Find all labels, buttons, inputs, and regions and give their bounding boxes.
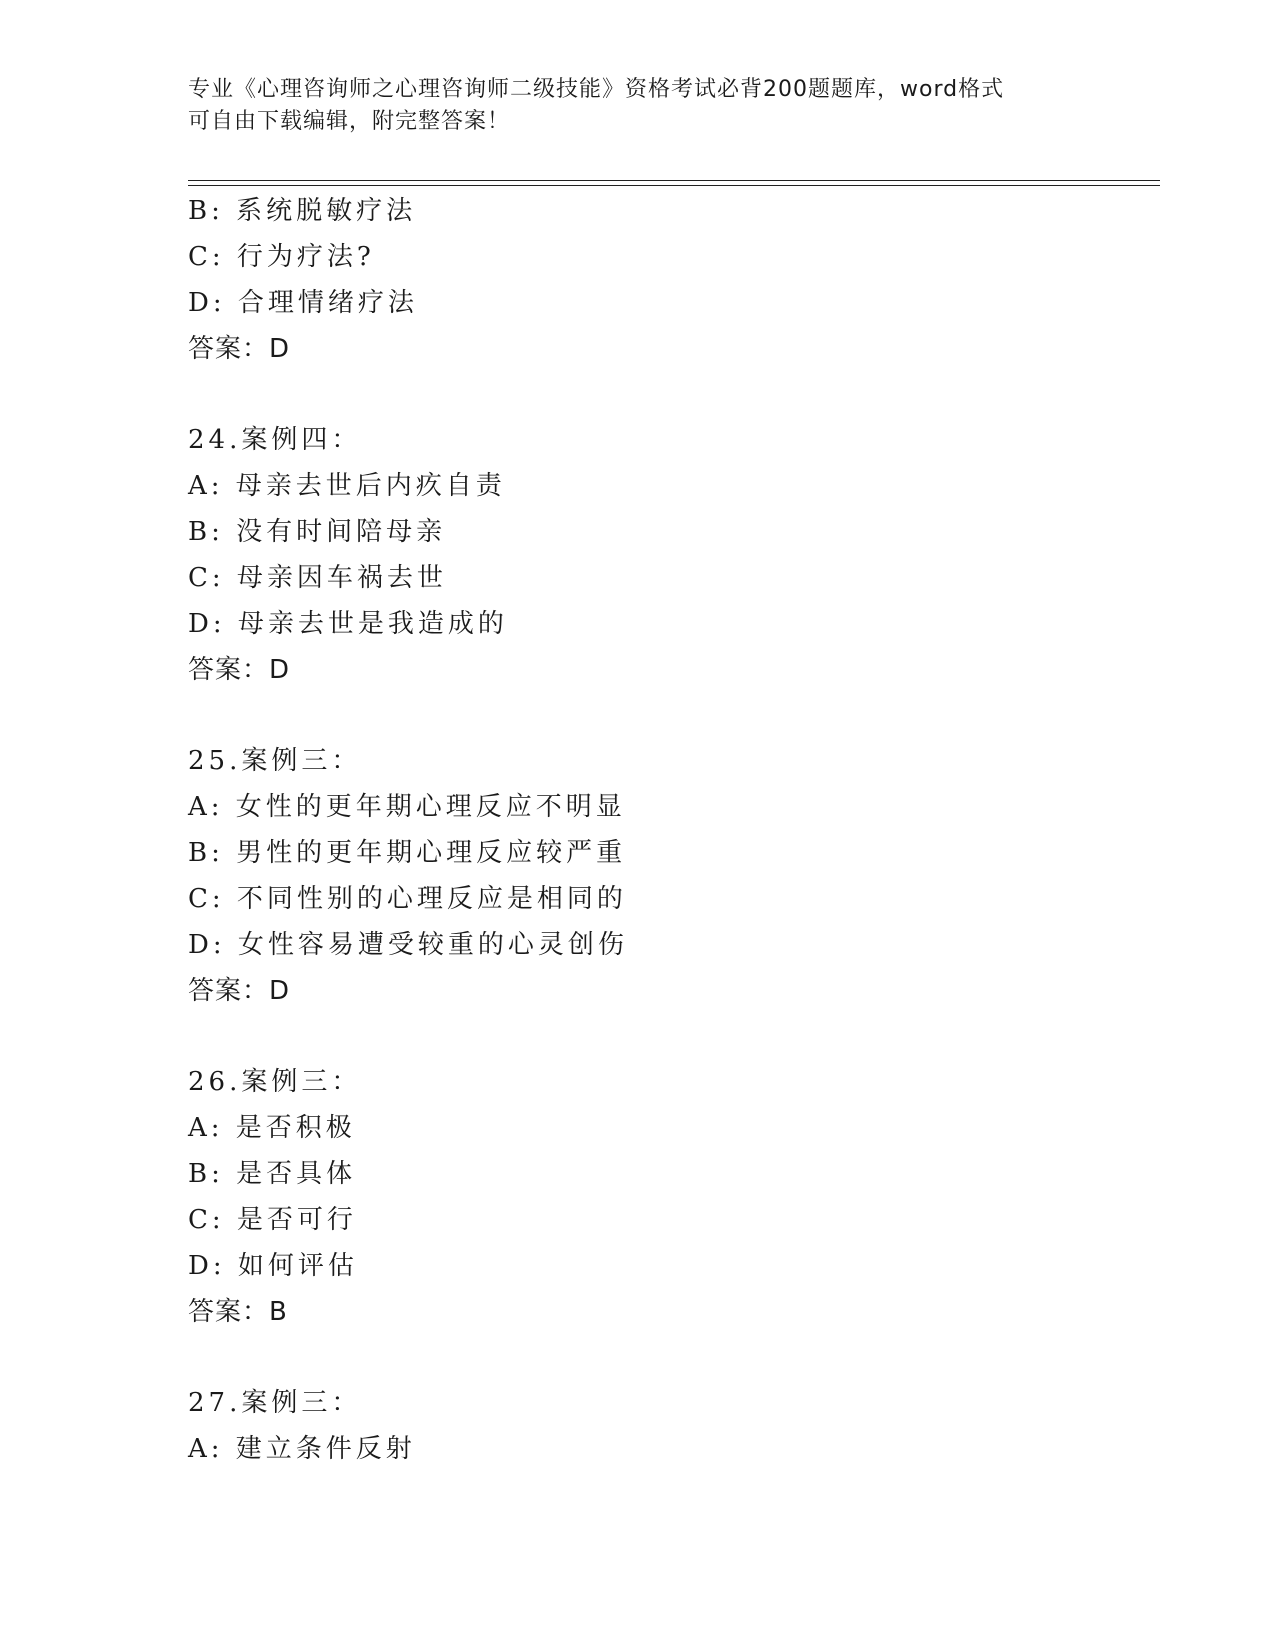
question-title: 27.案例三： (188, 1388, 362, 1418)
answer-line: 答案：B (188, 1297, 288, 1327)
option-a: A: 女性的更年期心理反应不明显 (188, 792, 626, 822)
option-a: A: 母亲去世后内疚自责 (188, 471, 506, 501)
option-d: D: 合理情绪疗法 (188, 288, 418, 318)
question-block (188, 417, 1088, 693)
question-title: 25.案例三： (188, 746, 362, 776)
option-b: B: 没有时间陪母亲 (188, 517, 447, 547)
header-divider-top (188, 180, 1160, 181)
question-block (188, 1380, 1088, 1472)
question-title: 24.案例四： (188, 425, 362, 455)
question-block (188, 1059, 1088, 1335)
option-a: A: 建立条件反射 (188, 1434, 416, 1464)
option-d: D: 如何评估 (188, 1251, 358, 1281)
question-block (188, 188, 1088, 372)
option-a: A: 是否积极 (188, 1113, 356, 1143)
option-b: B: 系统脱敏疗法 (188, 196, 417, 226)
option-c: C: 不同性别的心理反应是相同的 (188, 884, 627, 914)
answer-line: 答案：D (188, 655, 291, 685)
option-c: C: 是否可行 (188, 1205, 357, 1235)
document-header (188, 74, 1088, 138)
answer-line: 答案：D (188, 334, 291, 364)
header-line-2: 可自由下载编辑，附完整答案！ (188, 109, 511, 134)
option-b: B: 是否具体 (188, 1159, 357, 1189)
option-d: D: 母亲去世是我造成的 (188, 609, 508, 639)
answer-line: 答案：D (188, 976, 291, 1006)
header-divider-bottom (188, 185, 1160, 186)
option-c: C: 母亲因车祸去世 (188, 563, 447, 593)
option-b: B: 男性的更年期心理反应较严重 (188, 838, 627, 868)
question-title: 26.案例三： (188, 1067, 362, 1097)
option-d: D: 女性容易遭受较重的心灵创伤 (188, 930, 628, 960)
header-line-1: 专业《心理咨询师之心理咨询师二级技能》资格考试必背200题题库，word格式 (188, 77, 1005, 102)
question-list (188, 188, 1088, 1472)
option-c: C: 行为疗法? (188, 242, 375, 272)
question-block (188, 738, 1088, 1014)
